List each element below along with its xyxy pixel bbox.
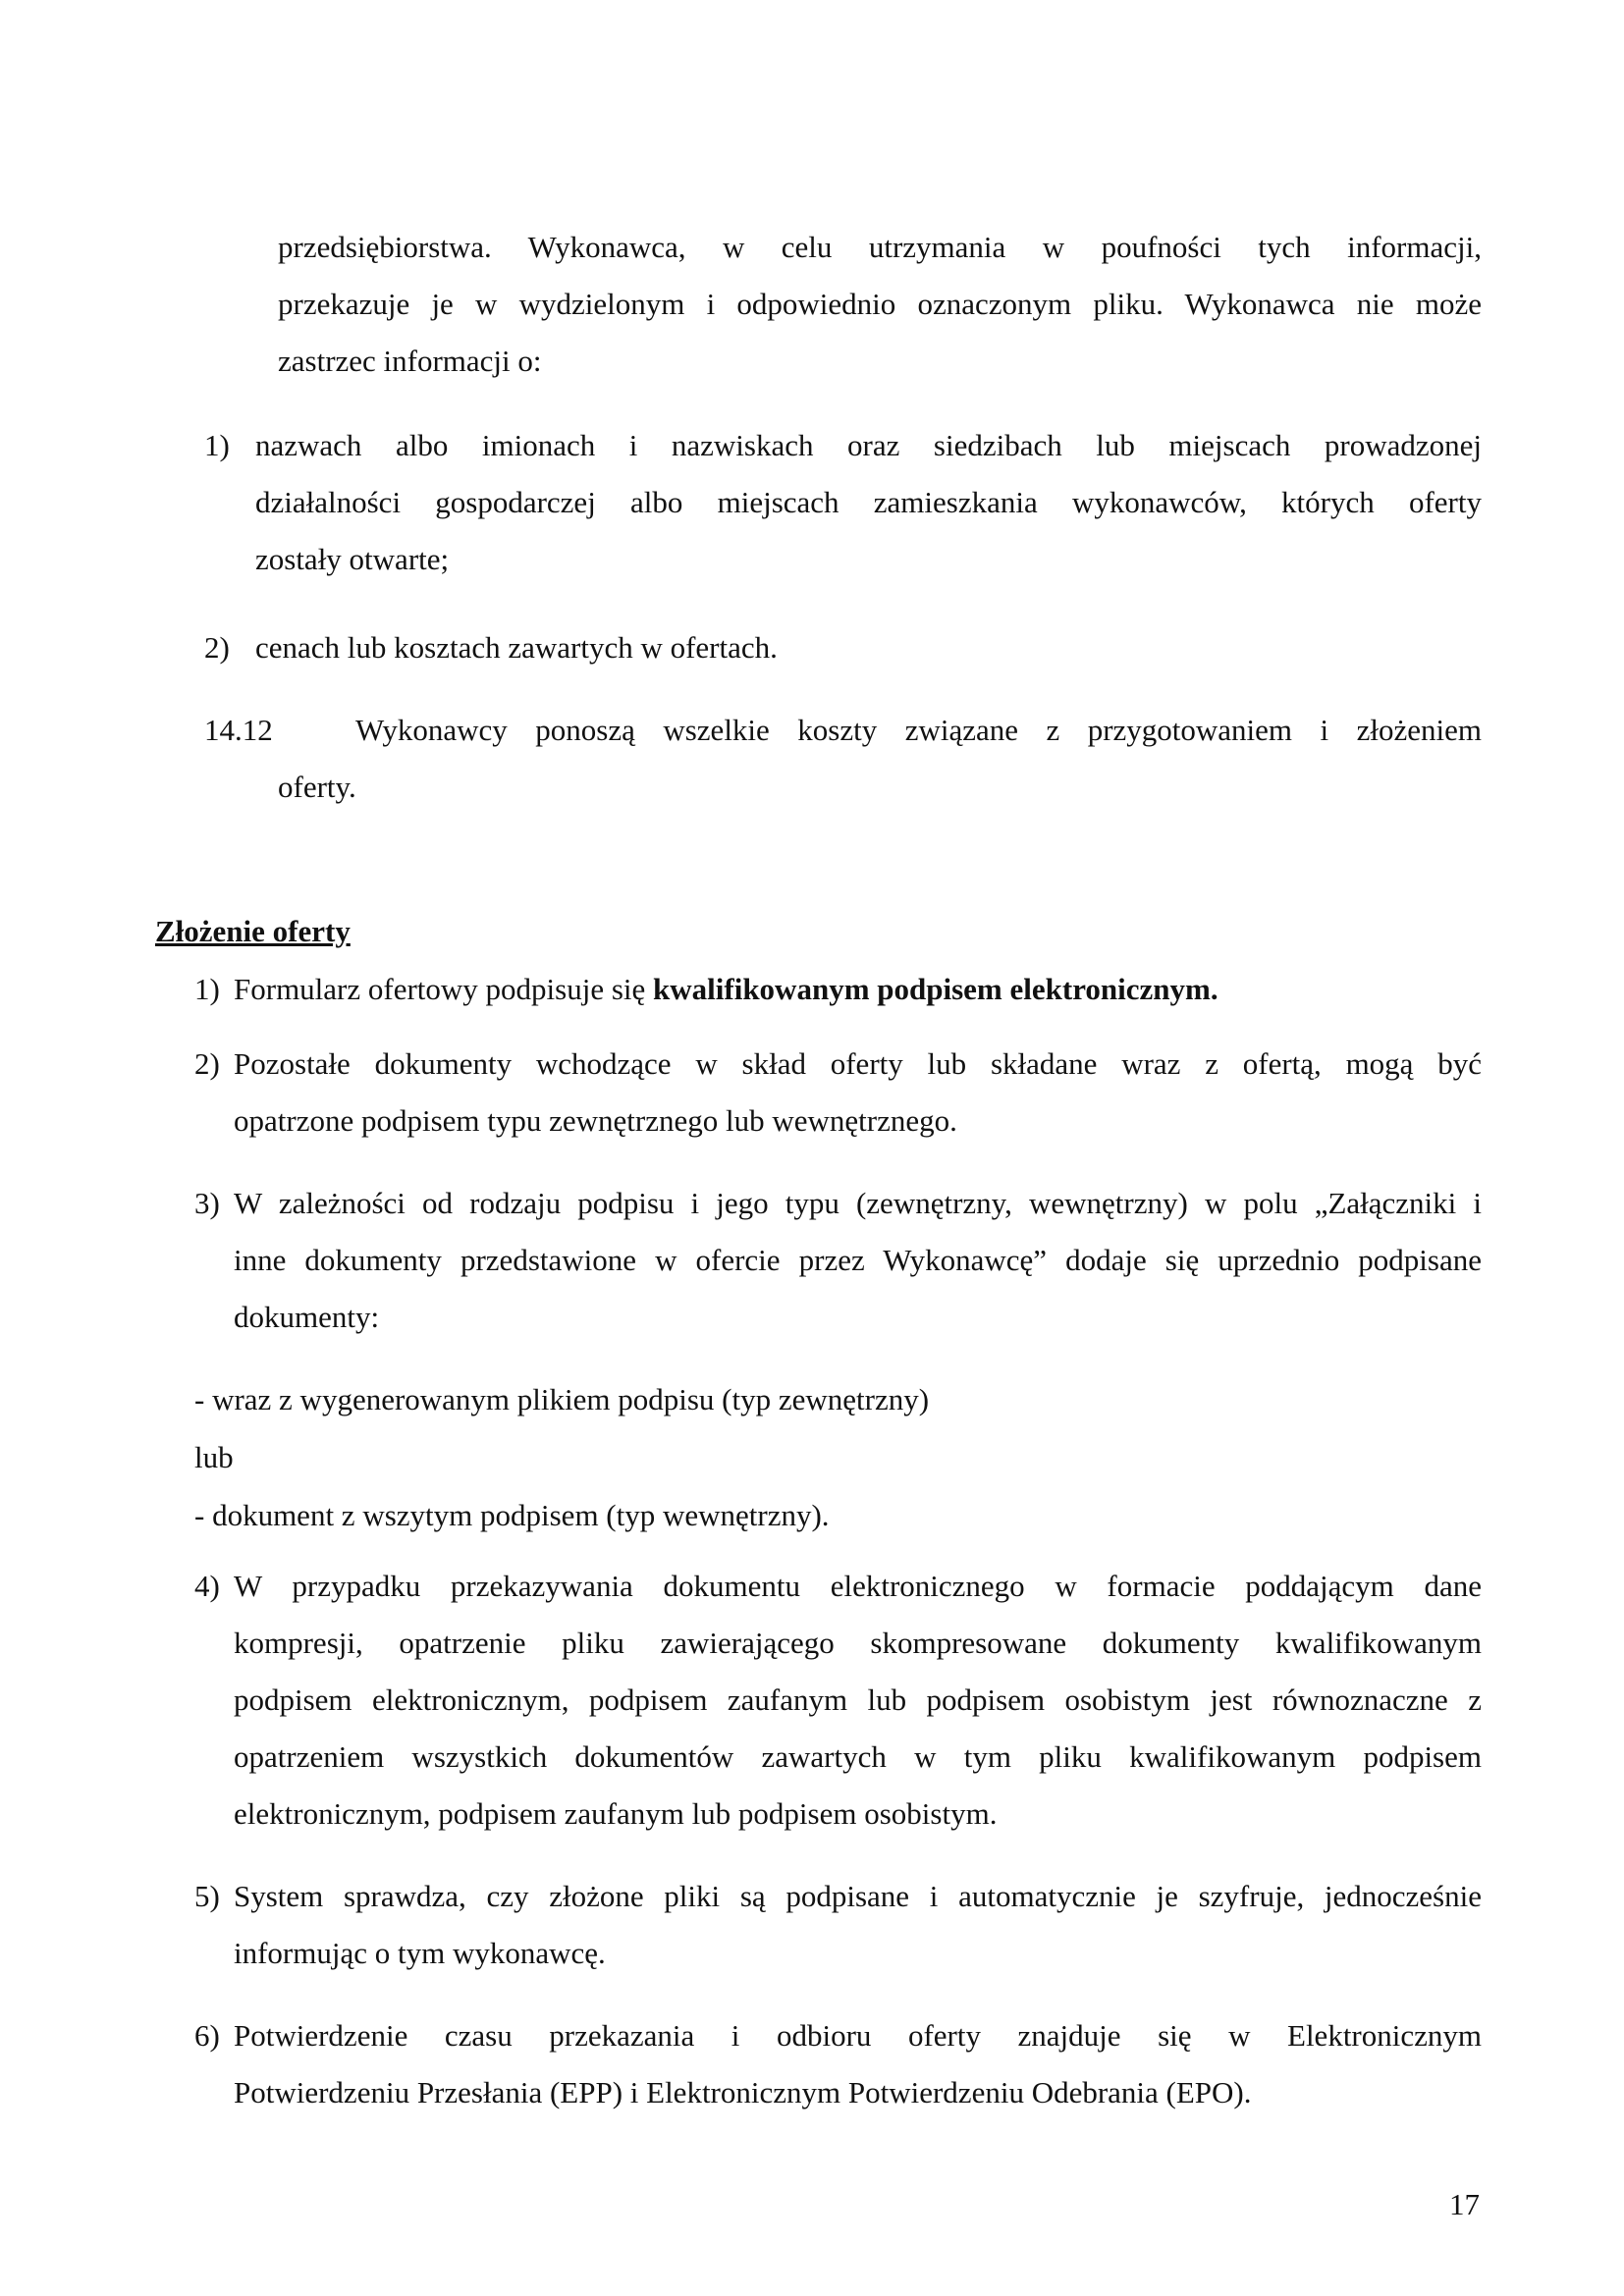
list-a-item-1-number: 1): [204, 428, 230, 462]
intro-line-2: przekazuje je w wydzielonym i odpowiednio oznaczonym pliku. Wykonawca nie może: [278, 287, 1482, 321]
list-b-item-4-line-5: elektronicznym, podpisem zaufanym lub podpisem osobistym.: [234, 1796, 998, 1831]
list-b-item-2-line-2: opatrzone podpisem typu zewnętrznego lub wewnętrznego.: [234, 1103, 957, 1138]
list-b-item-4-number: 4): [194, 1569, 220, 1603]
intro-line-3: zastrzec informacji o:: [278, 344, 542, 378]
list-a-item-2-number: 2): [204, 630, 230, 665]
list-b-item-3-number: 3): [194, 1186, 220, 1220]
list-b-item-3-line-2: inne dokumenty przedstawione w ofercie przez Wykonawcę” dodaje się uprzednio podpisane: [234, 1243, 1482, 1277]
list-b-item-1-text: [234, 970, 1218, 1009]
section-14-12-line-1: Wykonawcy ponoszą wszelkie koszty związane z przygotowaniem i złożeniem: [355, 713, 1482, 747]
dash-line-2: - dokument z wszytym podpisem (typ wewnętrzny).: [194, 1498, 830, 1532]
list-b-item-5-line-2: informując o tym wykonawcę.: [234, 1936, 606, 1970]
list-a-item-1-line-1: nazwach albo imionach i nazwiskach oraz siedzibach lub miejscach prowadzonej: [255, 428, 1482, 462]
list-a-item-1-line-3: zostały otwarte;: [255, 542, 450, 576]
section-heading: Złożenie oferty: [155, 914, 351, 948]
intro-line-1: przedsiębiorstwa. Wykonawca, w celu utrzymania w poufności tych informacji,: [278, 230, 1482, 264]
list-b-item-3-line-1: W zależności od rodzaju podpisu i jego typu (zewnętrzny, wewnętrzny) w polu „Załączniki i: [234, 1186, 1482, 1220]
list-b-item-1-number: 1): [194, 972, 220, 1006]
list-b-item-4-line-2: kompresji, opatrzenie pliku zawierającego skompresowane dokumenty kwalifikowanym: [234, 1626, 1482, 1660]
dash-line-1: - wraz z wygenerowanym plikiem podpisu (typ zewnętrzny): [194, 1382, 930, 1416]
list-a-item-2-line-1: cenach lub kosztach zawartych w ofertach.: [255, 630, 778, 665]
list-b-item-5-number: 5): [194, 1879, 220, 1913]
list-b-item-6-number: 6): [194, 2018, 220, 2053]
list-b-item-4-line-1: W przypadku przekazywania dokumentu elektronicznego w formacie poddającym dane: [234, 1569, 1482, 1603]
section-14-12-number: 14.12: [204, 713, 273, 747]
list-b-item-3-line-3: dokumenty:: [234, 1300, 380, 1334]
list-b-item-1-bold: kwalifikowanym podpisem elektronicznym.: [653, 972, 1218, 1006]
section-14-12-line-2: oferty.: [278, 770, 356, 804]
list-b-item-5-line-1: System sprawdza, czy złożone pliki są podpisane i automatycznie je szyfruje, jednocześnie: [234, 1879, 1482, 1913]
list-b-item-1-plain: Formularz ofertowy podpisuje się: [234, 972, 654, 1006]
list-a-item-1-line-2: działalności gospodarczej albo miejscach zamieszkania wykonawców, których oferty: [255, 485, 1482, 519]
page-number: 17: [1449, 2187, 1480, 2221]
list-b-item-4-line-4: opatrzeniem wszystkich dokumentów zawartych w tym pliku kwalifikowanym podpisem: [234, 1739, 1482, 1774]
list-b-item-2-line-1: Pozostałe dokumenty wchodzące w skład oferty lub składane wraz z ofertą, mogą być: [234, 1046, 1482, 1081]
list-b-item-6-line-2: Potwierdzeniu Przesłania (EPP) i Elektronicznym Potwierdzeniu Odebrania (EPO).: [234, 2075, 1252, 2109]
list-b-item-2-number: 2): [194, 1046, 220, 1081]
list-b-item-4-line-3: podpisem elektronicznym, podpisem zaufanym lub podpisem osobistym jest równoznaczne z: [234, 1682, 1482, 1717]
lub-line: lub: [194, 1440, 234, 1474]
list-b-item-6-line-1: Potwierdzenie czasu przekazania i odbioru oferty znajduje się w Elektronicznym: [234, 2018, 1482, 2053]
